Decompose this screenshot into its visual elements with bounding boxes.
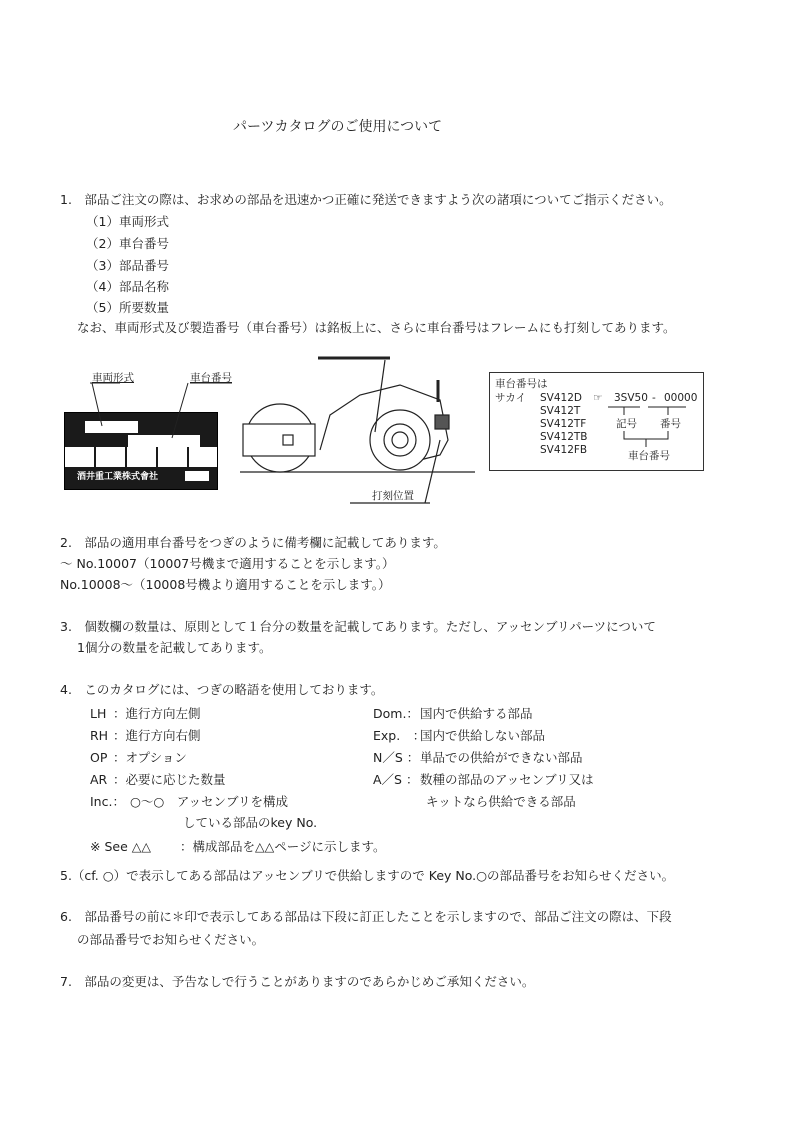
- abbr-desc: キットなら供給できる部品: [426, 794, 576, 809]
- abbr-key: N／S ：: [373, 750, 420, 765]
- model: SV412D: [540, 392, 582, 404]
- abbr-key: RH: [90, 728, 109, 743]
- abbr-desc: ：進行方向右側: [113, 728, 201, 743]
- section-5: 5.（cf. ○）で表示してある部品はアッセンブリで供給しますので Key No.○の部品番号をお知らせください。: [60, 868, 675, 883]
- list-item: （3）部品番号: [86, 258, 169, 273]
- abbr-desc: 国内で供給する部品: [420, 706, 533, 721]
- dash: -: [652, 392, 656, 404]
- code: 3SV50: [614, 392, 648, 404]
- list-item: （2）車台番号: [86, 236, 169, 251]
- plate-company: 酒井重工業株式會社: [77, 472, 159, 482]
- page-title: パーツカタログのご使用について: [233, 119, 443, 135]
- abbr-key: Inc.：: [90, 794, 125, 809]
- model: SV412T: [540, 405, 581, 417]
- list-item: （1）車両形式: [86, 214, 169, 229]
- stamp-position-label: 打刻位置: [372, 490, 414, 502]
- abbr-desc: 単品での供給ができない部品: [420, 750, 583, 765]
- label-serial: 車台番号: [190, 372, 232, 384]
- section-2-line: ～ No.10007（10007号機まで適用することを示します。）: [60, 556, 395, 571]
- section-2: 2. 部品の適用車台番号をつぎのように備考欄に記載してあります。: [60, 535, 446, 550]
- code-label: 記号: [616, 418, 637, 430]
- abbr-desc: ：進行方向左側: [113, 706, 201, 721]
- abbr-key: Dom.：: [373, 706, 419, 721]
- list-item: （4）部品名称: [86, 279, 169, 294]
- section-1-note: なお、車両形式及び製造番号（車台番号）は銘板上に、さらに車台番号はフレームにも打刻してあります。: [77, 320, 676, 335]
- abbr-desc: 国内で供給しない部品: [420, 728, 546, 743]
- abbr-key: Exp. ：: [373, 728, 426, 743]
- serial-info-box: [489, 372, 704, 471]
- abbr-desc: している部品のkey No.: [183, 815, 318, 830]
- section-7: 7. 部品の変更は、予告なしで行うことがありますのであらかじめご承知ください。: [60, 974, 535, 989]
- roller-illustration: [240, 358, 475, 503]
- see-desc: ：構成部品を△△ページに示します。: [180, 839, 386, 854]
- section-3: 1個分の数量を記載してあります。: [77, 640, 272, 655]
- pointer-icon: ☞: [593, 392, 603, 404]
- abbr-key: OP: [90, 750, 108, 765]
- number-label: 番号: [660, 418, 681, 430]
- abbr-key: LH: [90, 706, 107, 721]
- serial-label: 車台番号: [628, 450, 670, 462]
- abbr-desc: 数種の部品のアッセンブリ又は: [420, 772, 594, 787]
- model: SV412FB: [540, 444, 588, 456]
- maker: サカイ: [495, 392, 526, 404]
- abbr-desc: ：必要に応じた数量: [113, 772, 226, 787]
- model: SV412TF: [540, 418, 587, 430]
- abbr-key: AR: [90, 772, 108, 787]
- abbr-desc: ○～○ アッセンブリを構成: [130, 794, 288, 809]
- section-6: の部品番号でお知らせください。: [77, 932, 265, 947]
- number: 00000: [664, 392, 698, 404]
- section-6: 6. 部品番号の前に＊印で表示してある部品は下段に訂正したことを示しますので、部品ご注文の際は、下段: [60, 909, 672, 924]
- section-1: 1. 部品ご注文の際は、お求めの部品を迅速かつ正確に発送できますよう次の諸項についてご指示ください。: [60, 192, 672, 207]
- label-model: 車両形式: [92, 372, 134, 384]
- see-note: ※ See △△: [90, 839, 151, 854]
- section-3: 3. 個数欄の数量は、原則として１台分の数量を記載してあります。ただし、アッセンブリパーツについて: [60, 619, 656, 634]
- model: SV412TB: [540, 431, 588, 443]
- abbr-key: A／S ：: [373, 772, 419, 787]
- box-title: 車台番号は: [495, 378, 548, 390]
- abbr-desc: ：オプション: [113, 750, 187, 765]
- section-2-line: No.10008～（10008号機より適用することを示します。）: [60, 577, 391, 592]
- list-item: （5）所要数量: [86, 300, 169, 315]
- section-4: 4. このカタログには、つぎの略語を使用しております。: [60, 682, 384, 697]
